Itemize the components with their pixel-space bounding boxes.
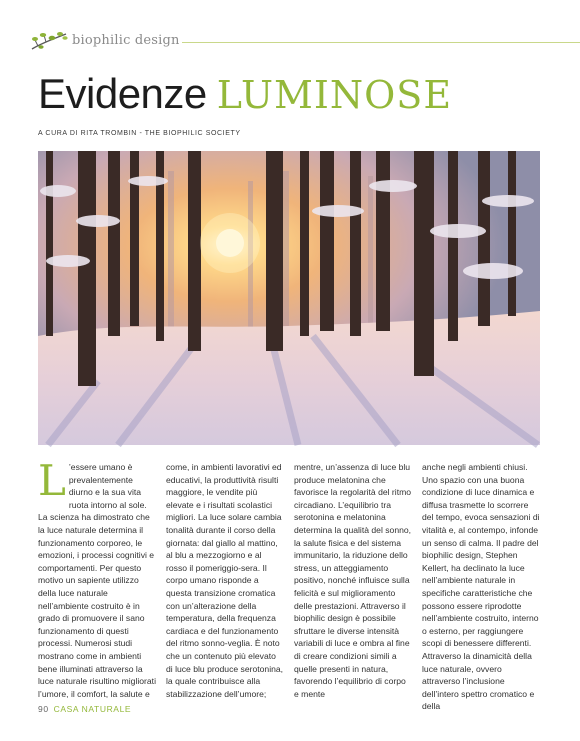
page-number: 90 xyxy=(38,704,49,714)
section-header xyxy=(30,30,580,52)
page-footer xyxy=(38,704,131,714)
title-part-2: LUMINOSE xyxy=(216,73,453,117)
column-1-text: ’essere umano è prevalentemente diurno e la sua vita ruota intorno al sole. La scienza ha dimostrato che la luce naturale determina il funzionamento corporeo, le emozioni, i processi cognitivi e comportamenti. Per questo motivo un sapiente utilizzo della luce naturale nell’ambiente costruito è in grado di promuovere il sano funzionamento di questi processi. Numerosi studi mostrano come in ambienti bene illuminati attraverso la luce naturale risultino migliorati l’umore, il comfort, la salute e xyxy=(38,462,156,699)
magazine-name: CASA NATURALE xyxy=(53,704,132,714)
dropcap: L xyxy=(38,456,66,505)
article-title xyxy=(38,70,452,120)
text-column-4 xyxy=(422,461,540,712)
text-column-2 xyxy=(166,461,284,706)
section-label: biophilic design xyxy=(72,33,180,48)
text-column-1 xyxy=(38,456,156,706)
snowy-forest-sunrise-photo xyxy=(38,151,540,445)
column-2-text: come, in ambienti lavorativi ed educativi, la produttività risulti maggiore, le vendite più elevate e i risultati scolastici migliori. La luce solare cambia tonalità durante il corso della giornata: dal giallo al mattino, al blu a mezzogiorno e al rosso il pomeriggio-sera. Il corpo umano risponde a questa transizione cromatica con un’alterazione della temperatura, della frequenza cardiaca e del funzionamento del ritmo sonno-veglia. È noto che un contenuto più elevato di luce blu produce serotonina, la quale contribuisce alla stabilizzazione dell’umore; xyxy=(166,462,284,699)
column-3-text: mentre, un’assenza di luce blu produce melatonina che favorisce la regolarità del ritmo circadiano. L’equilibrio tra serotonina e melatonina determina la qualità del sonno, la salute fisica e del sistema immunitario, la riduzione dello stress, un atteggiamento positivo, nonché influisce sulla felicità e sul miglioramento delle prestazioni. Attraverso il biophilic design è possibile sfruttare le diverse intensità variabili di luce e ombra al fine di creare condizioni simili a quelle presenti in natura, favorendo l’equilibrio di corpo e mente xyxy=(294,462,412,699)
byline: A CURA DI RITA TROMBIN - THE BIOPHILIC SOCIETY xyxy=(38,130,241,137)
title-part-1: Evidenze xyxy=(38,70,207,117)
branch-with-leaves-icon xyxy=(30,30,70,52)
text-column-3 xyxy=(294,461,412,706)
header-divider xyxy=(182,42,580,43)
column-4-text: anche negli ambienti chiusi. Uno spazio con una buona condizione di luce dinamica e diffusa trasmette lo scorrere del tempo, evoca sensazioni di vitalità e, al contempo, infonde un senso di calma. Il padre del biophilic design, Stephen Kellert, ha declinato la luce nell’ambiente naturale in specifiche caratteristiche che possono essere riprodotte nell’ambiente costruito, interno o esterno, per raggiungere scopi di benessere differenti. Attraverso la dinamicità della luce naturale, ovvero attraverso l’inclusione dell’intero spettro cromatico e della xyxy=(422,462,540,712)
